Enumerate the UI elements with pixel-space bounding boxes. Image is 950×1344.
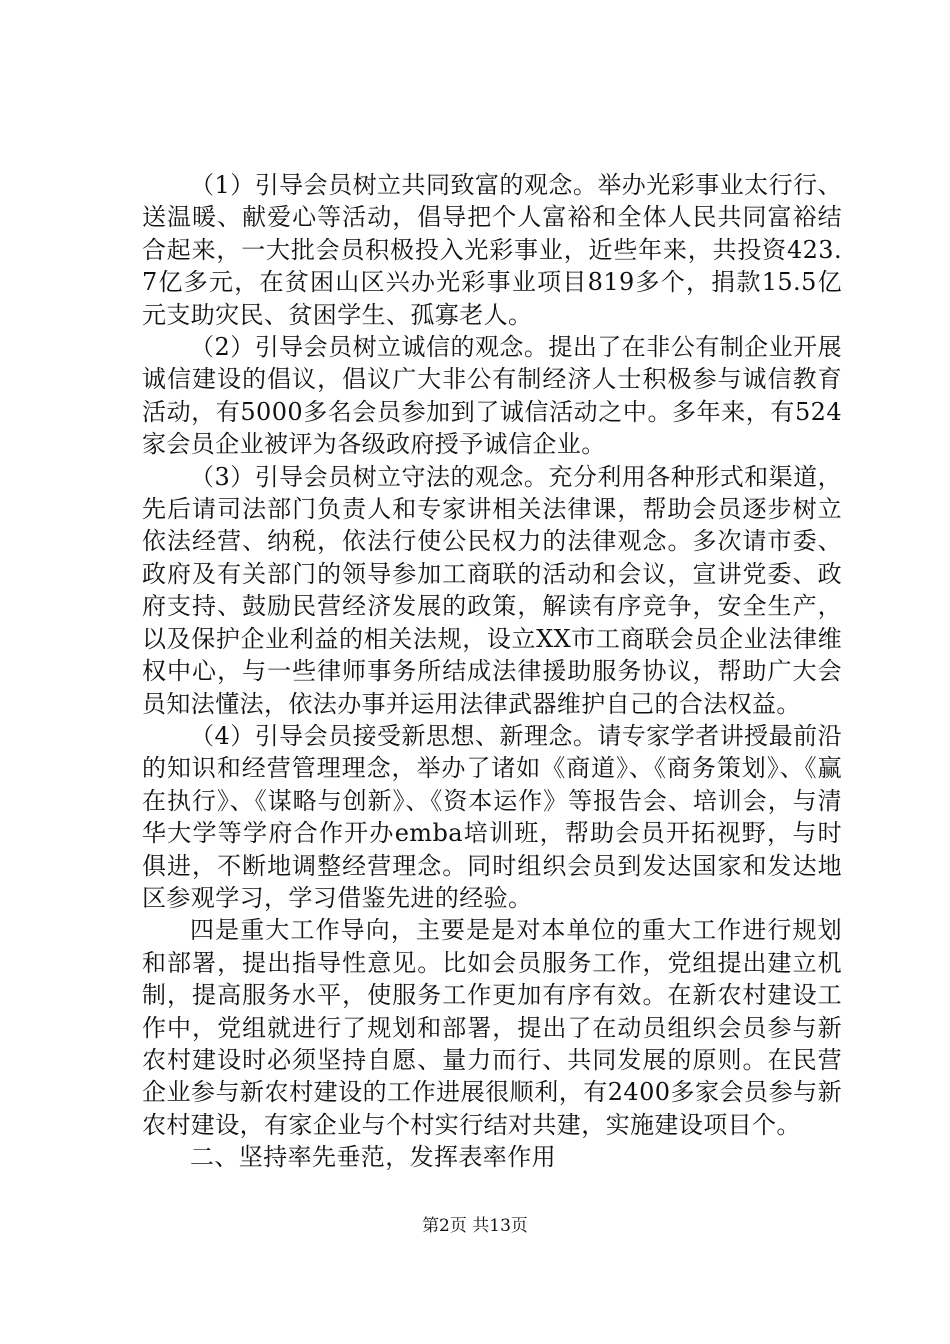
document-body: [142, 169, 842, 1174]
section-heading: 二、坚持率先垂范，发挥表率作用: [190, 1143, 556, 1172]
paragraph-4: （4）引导会员接受新思想、新理念。请专家学者讲授最前沿的知识和经营管理理念，举办了诸如《商道》、《商务策划》、《赢在执行》、《谋略与创新》、《资本运作》等报告会、培训会，与清华大学等学府合作开办emba培训班，帮助会员开拓视野，与时俱进，不断地调整经营理念。同时组织会员到发达国家和发达地区参观学习，学习借鉴先进的经验。: [142, 721, 842, 912]
paragraph-1: （1）引导会员树立共同致富的观念。举办光彩事业太行行、送温暖、献爱心等活动，倡导把个人富裕和全体人民共同富裕结合起来，一大批会员积极投入光彩事业，近些年来，共投资423.7亿多元，在贫困山区兴办光彩事业项目819多个，捐款15.5亿元支助灾民、贫困学生、孤寡老人。: [142, 171, 842, 329]
paragraph-5: 四是重大工作导向，主要是是对本单位的重大工作进行规划和部署，提出指导性意见。比如会员服务工作，党组提出建立机制，提高服务水平，使服务工作更加有序有效。在新农村建设工作中，党组就进行了规划和部署，提出了在动员组织会员参与新农村建设时必须坚持自愿、量力而行、共同发展的原则。在民营企业参与新农村建设的工作进展很顺利，有2400多家会员参与新农村建设，有家企业与个村实行结对共建，实施建设项目个。: [142, 916, 842, 1139]
paragraph-3: （3）引导会员树立守法的观念。充分利用各种形式和渠道，先后请司法部门负责人和专家讲相关法律课，帮助会员逐步树立依法经营、纳税，依法行使公民权力的法律观念。多次请市委、政府及有关部门的领导参加工商联的活动和会议，宣讲党委、政府支持、鼓励民营经济发展的政策，解读有序竞争，安全生产，以及保护企业利益的相关法规，设立XX市工商联会员企业法律维权中心，与一些律师事务所结成法律援助服务协议，帮助广大会员知法懂法，依法办事并运用法律武器维护自己的合法权益。: [142, 462, 842, 718]
page-footer: 第2页 共13页: [422, 1216, 528, 1236]
paragraph-2: （2）引导会员树立诚信的观念。提出了在非公有制企业开展诚信建设的倡议，倡议广大非公有制经济人士积极参与诚信教育活动，有5000多名会员参加到了诚信活动之中。多年来，有524家会员企业被评为各级政府授予诚信企业。: [142, 333, 842, 459]
